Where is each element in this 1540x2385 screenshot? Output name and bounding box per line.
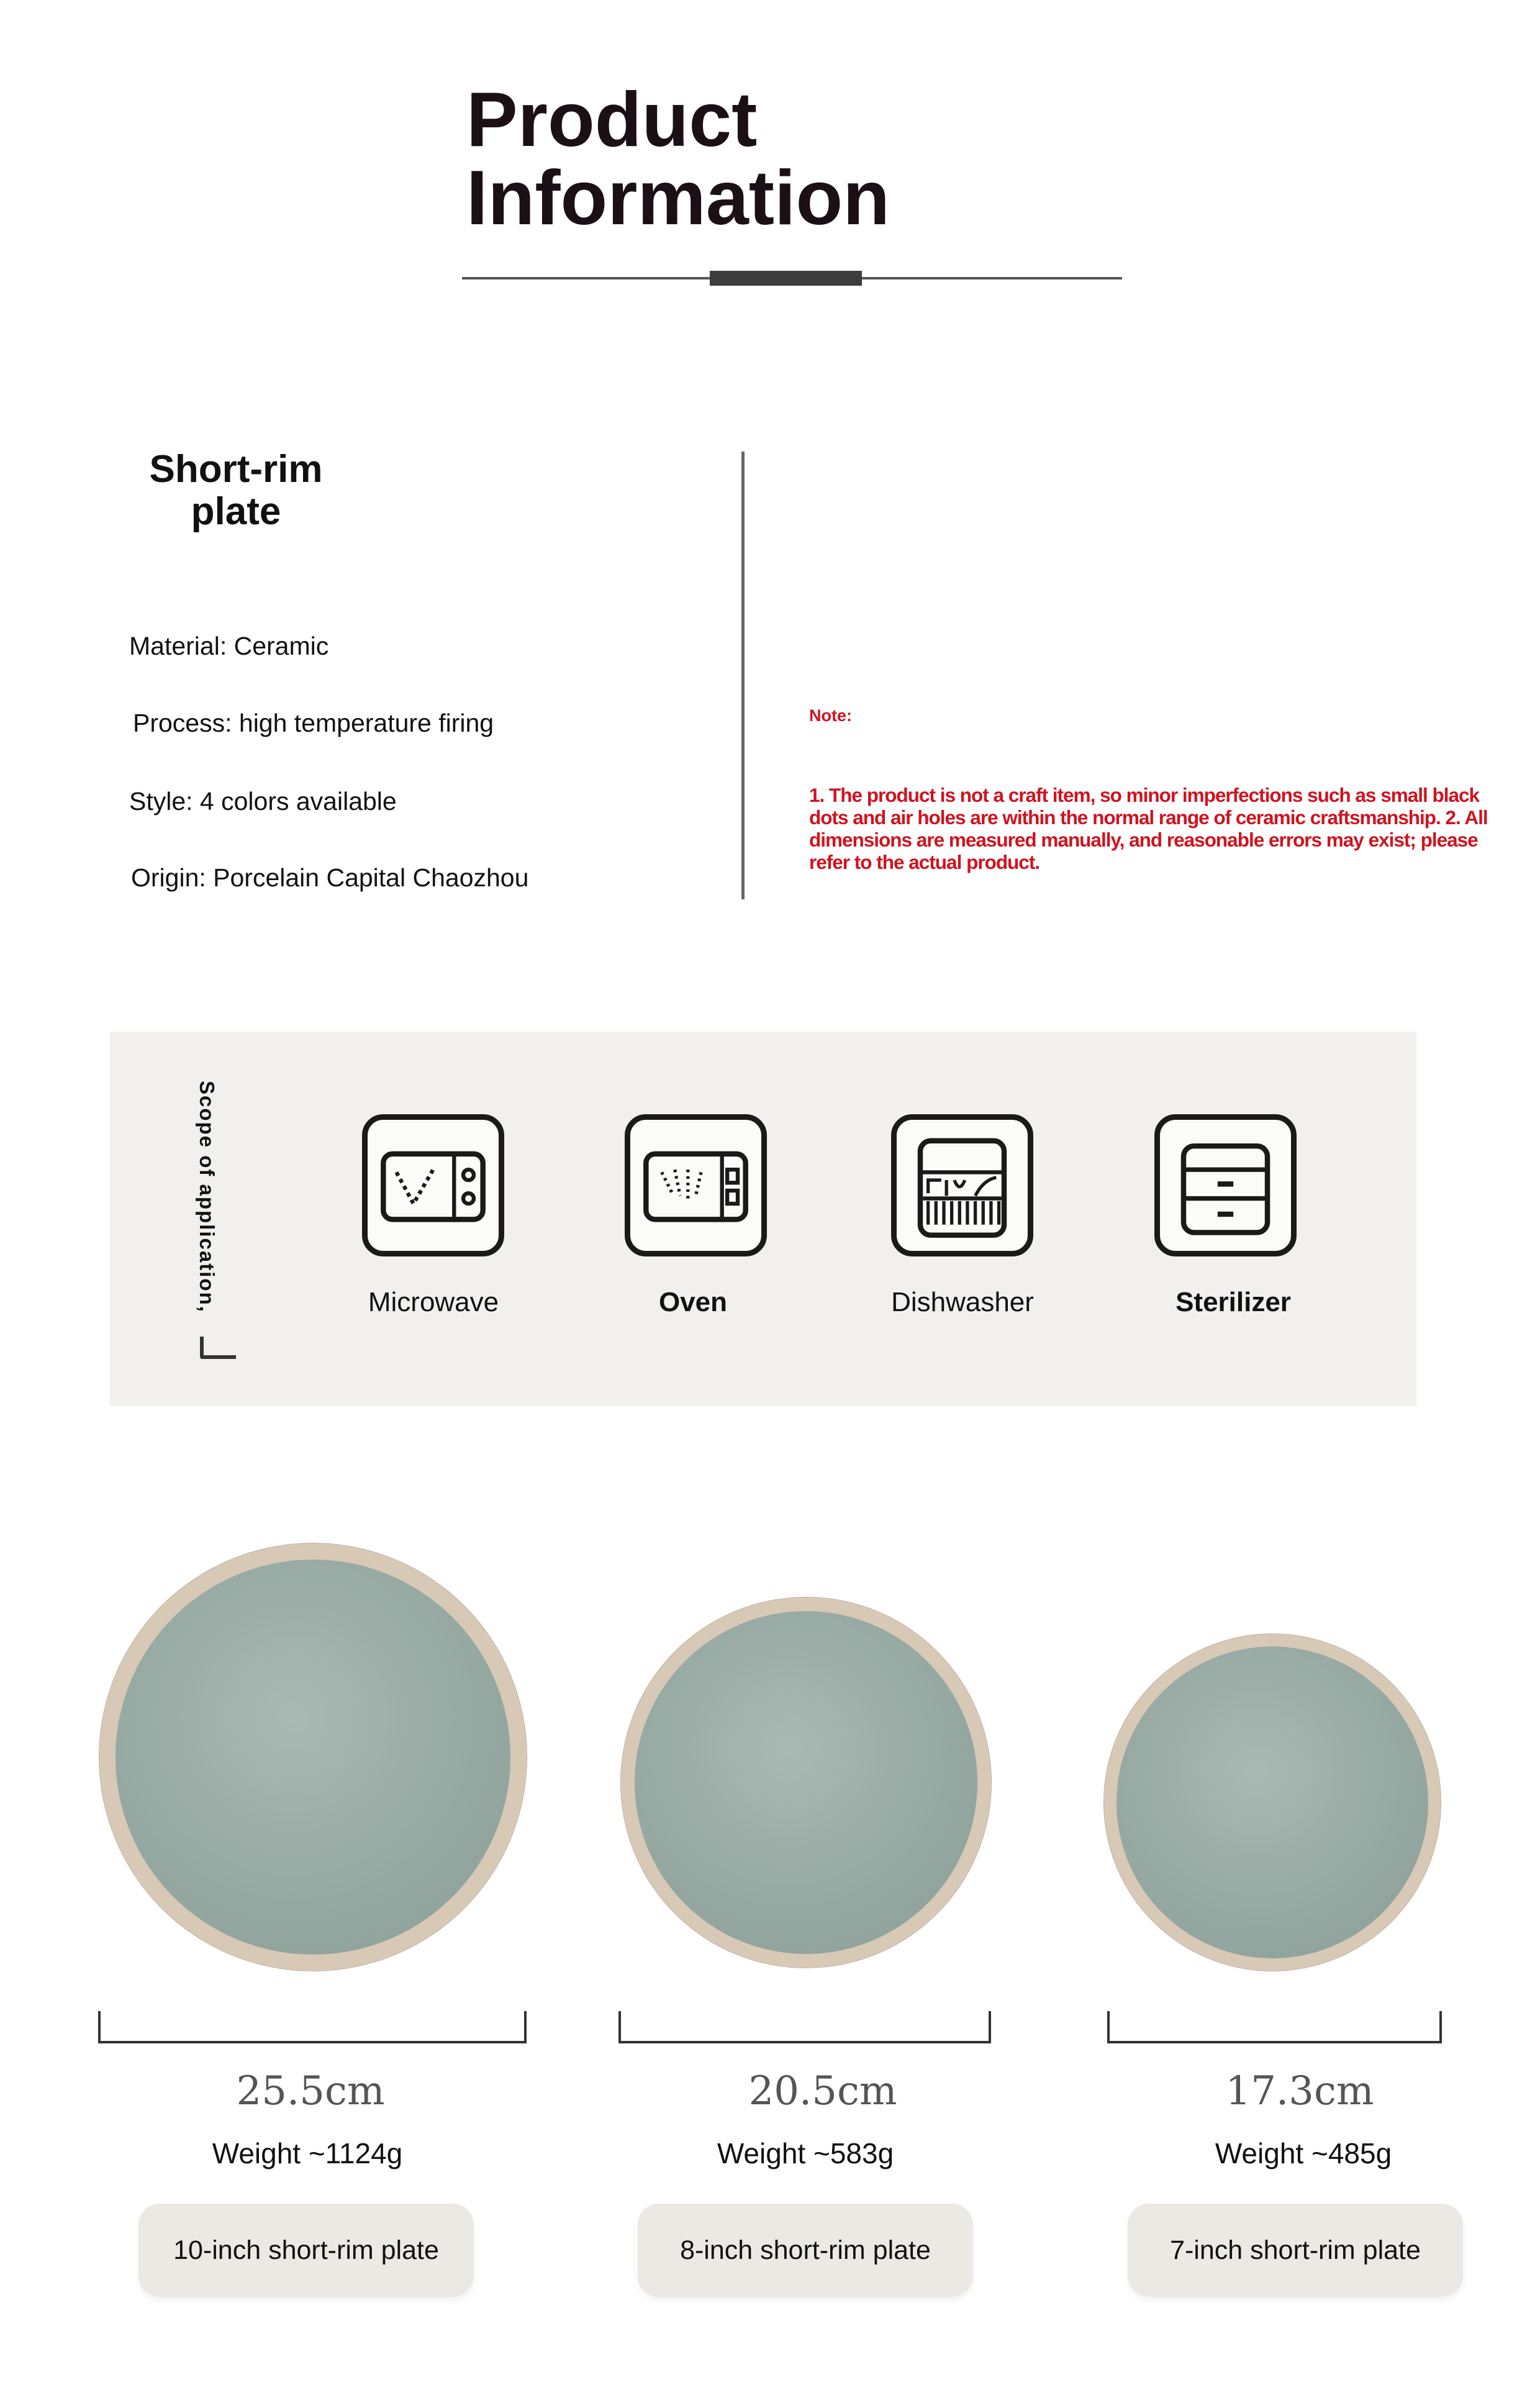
- spec-process: Process: high temperature firing: [133, 709, 494, 737]
- diameter-7-inch: 17.3cm: [1225, 2068, 1374, 2114]
- spec-origin: Origin: Porcelain Capital Chaozhou: [131, 863, 529, 892]
- product-name: Short-rim plate: [149, 448, 323, 533]
- plate-10-inch-image: [99, 1543, 527, 1971]
- spec-style: Style: 4 colors available: [129, 787, 397, 815]
- weight-10-inch: Weight ~1124g: [212, 2137, 403, 2169]
- note-text: 1. The product is not a craft item, so minor imperfections such as small black dots and air holes are within the normal range of ceramic craftsmanship. 2. All dimensions are measured manually, and reasonable errors may exist; please refer to the actual product.: [809, 784, 1488, 873]
- note-label: Note:: [809, 706, 852, 725]
- scope-label: Scope of application,: [196, 1081, 219, 1313]
- size-option-8-inch[interactable]: 8-inch short-rim plate: [638, 2204, 973, 2297]
- title-line-2: Information: [466, 155, 890, 241]
- weight-8-inch: Weight ~583g: [717, 2137, 894, 2169]
- size-option-10-inch[interactable]: 10-inch short-rim plate: [138, 2204, 474, 2297]
- vertical-divider: [741, 452, 745, 899]
- scope-label-oven: Oven: [658, 1287, 728, 1317]
- dimension-bracket: [1107, 2011, 1442, 2043]
- diameter-8-inch: 20.5cm: [748, 2068, 897, 2114]
- plate-7-inch-image: [1104, 1634, 1441, 1971]
- oven-icon: [625, 1114, 767, 1256]
- spec-material: Material: Ceramic: [129, 632, 329, 660]
- diameter-10-inch: 25.5cm: [236, 2068, 385, 2114]
- dimension-bracket: [618, 2011, 991, 2043]
- page-title: [466, 77, 890, 241]
- scope-label-microwave: Microwave: [368, 1287, 499, 1317]
- dimension-bracket: [98, 2011, 527, 2043]
- dishwasher-icon: [891, 1114, 1033, 1256]
- title-divider-accent: [710, 271, 862, 286]
- scope-label-dishwasher: Dishwasher: [891, 1287, 1034, 1317]
- weight-7-inch: Weight ~485g: [1215, 2137, 1392, 2169]
- plate-8-inch-image: [621, 1597, 991, 1968]
- corner-mark-icon: [200, 1337, 236, 1359]
- title-line-1: Product: [466, 77, 758, 163]
- sterilizer-icon: [1154, 1114, 1297, 1256]
- microwave-icon: [362, 1114, 504, 1256]
- scope-label-sterilizer: Sterilizer: [1175, 1287, 1291, 1317]
- size-option-7-inch[interactable]: 7-inch short-rim plate: [1128, 2204, 1463, 2297]
